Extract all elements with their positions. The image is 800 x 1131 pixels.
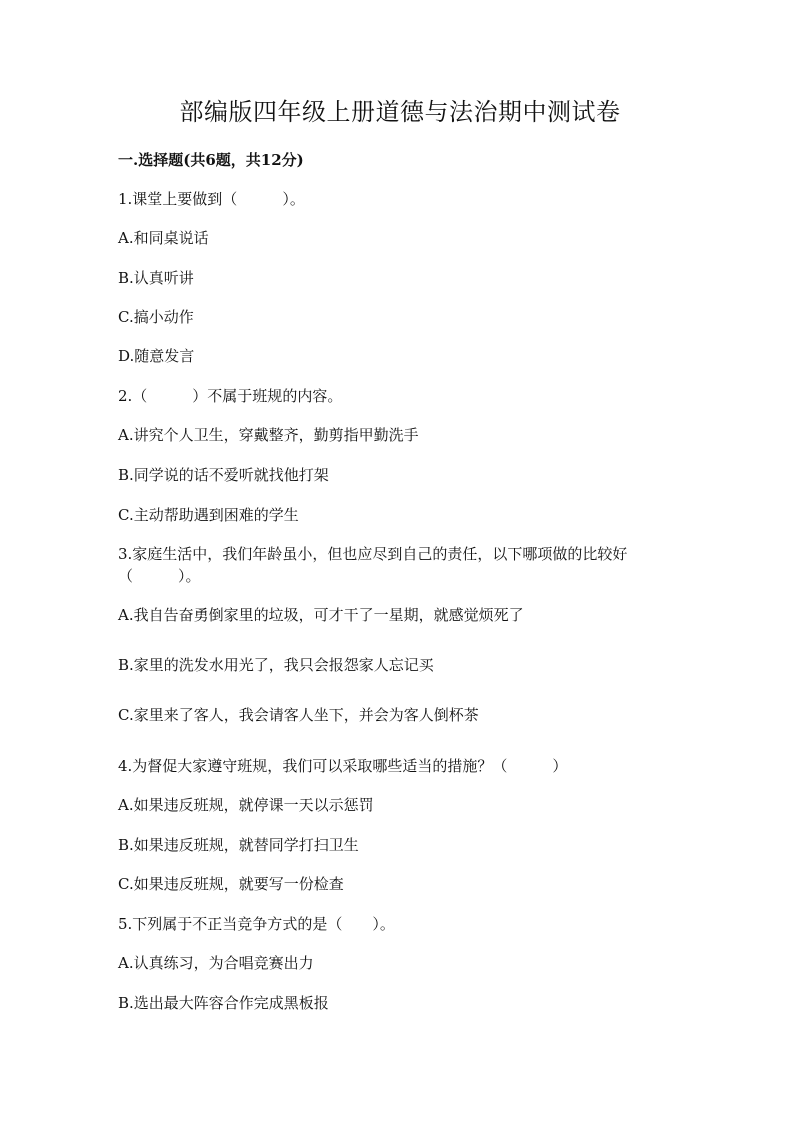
question-4-stem: 4.为督促大家遵守班规，我们可以采取哪些适当的措施？（ ）: [118, 757, 568, 775]
question-1-stem: 1.课堂上要做到（ ）。: [118, 190, 305, 208]
question-5-stem: 5.下列属于不正当竞争方式的是（ ）。: [118, 915, 395, 933]
question-1-option-b: B.认真听讲: [118, 269, 194, 287]
question-2-stem: 2.（ ）不属于班规的内容。: [118, 387, 343, 405]
question-1-option-a: A.和同桌说话: [118, 229, 209, 247]
question-2-option-b: B.同学说的话不爱听就找他打架: [118, 466, 329, 484]
question-3-option-c: C.家里来了客人，我会请客人坐下，并会为客人倒杯茶: [118, 706, 479, 724]
question-4-option-c: C.如果违反班规，就要写一份检查: [118, 875, 344, 893]
question-5-option-a: A.认真练习，为合唱竞赛出力: [118, 954, 314, 972]
page-title: 部编版四年级上册道德与法治期中测试卷: [179, 98, 621, 126]
question-5-option-b: B.选出最大阵容合作完成黑板报: [118, 994, 329, 1012]
section-heading: 一.选择题(共6题，共12分): [118, 151, 304, 169]
question-4-option-a: A.如果违反班规，就停课一天以示惩罚: [118, 796, 374, 814]
question-3-stem: 3.家庭生活中，我们年龄虽小，但也应尽到自己的责任，以下哪项做的比较好: [118, 545, 628, 563]
question-3-option-b: B.家里的洗发水用光了，我只会报怨家人忘记买: [118, 656, 434, 674]
question-1-option-c: C.搞小动作: [118, 308, 194, 326]
question-2-option-a: A.讲究个人卫生，穿戴整齐，勤剪指甲勤洗手: [118, 426, 419, 444]
question-1-option-d: D.随意发言: [118, 347, 195, 365]
question-4-option-b: B.如果违反班规，就替同学打扫卫生: [118, 836, 359, 854]
question-3-option-a: A.我自告奋勇倒家里的垃圾，可才干了一星期，就感觉烦死了: [118, 606, 524, 624]
question-2-option-c: C.主动帮助遇到困难的学生: [118, 506, 299, 524]
question-3-stem-line2: （ ）。: [118, 567, 201, 585]
